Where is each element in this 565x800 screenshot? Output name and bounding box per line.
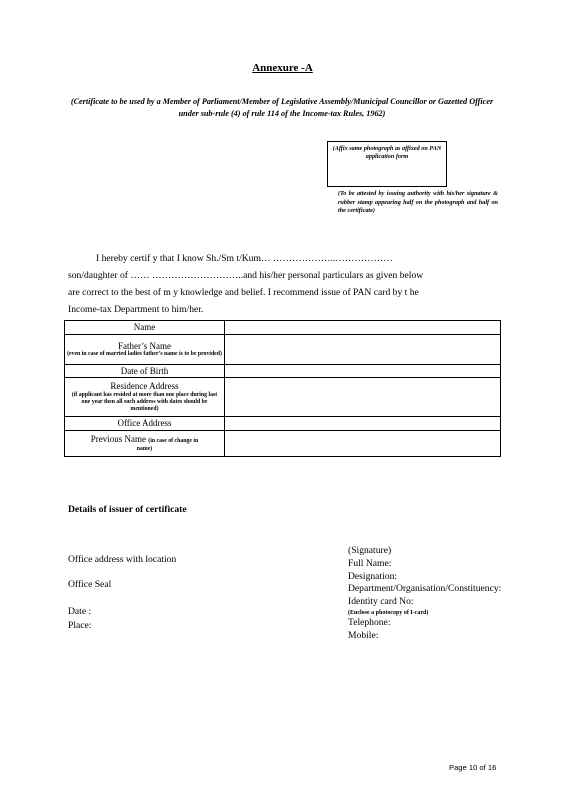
telephone-label: Telephone: <box>348 616 391 628</box>
paragraph-line-3: are correct to the best of m y knowledge and belief. I recommend issue of PAN card by t he <box>68 287 419 298</box>
office-seal-label: Office Seal <box>68 579 112 590</box>
place-label: Place: <box>68 620 92 631</box>
date-label: Date : <box>68 606 92 617</box>
row-value-office[interactable] <box>225 417 501 431</box>
department-label: Department/Organisation/Constituency: <box>348 583 502 595</box>
residence-address-label: Residence Address <box>110 381 179 392</box>
full-name-label: Full Name: <box>348 557 392 569</box>
row-value-father[interactable] <box>225 335 501 365</box>
table-row <box>65 378 501 417</box>
previous-name-note-inline: (in case of change in <box>148 437 199 444</box>
paragraph-line-4: Income-tax Department to him/her. <box>68 304 204 315</box>
row-label-name: Name <box>65 321 225 335</box>
table-row <box>65 365 501 378</box>
father-name-note: (even in case of married ladies father’s name is to be provided) <box>67 351 222 358</box>
row-value-residence[interactable] <box>225 378 501 417</box>
row-label-residence <box>65 378 225 417</box>
row-value-name[interactable] <box>225 321 501 335</box>
residence-address-note: (if applicant has resided at more than one place during last one year then all such address with dates should be mentioned) <box>71 391 218 412</box>
paragraph-line-2: son/daughter of …… ………………………..and his/her personal particulars as given below <box>68 270 424 281</box>
office-address-label: Office address with location <box>68 554 177 565</box>
table-row <box>65 417 501 431</box>
attestation-note: (To be attested by issuing authority with his/her signature & rubber stamp appearing half on the photograph and half on the certificate) <box>338 190 498 214</box>
designation-label: Designation: <box>348 570 398 582</box>
personal-particulars-table <box>64 320 501 457</box>
issuer-heading: Details of issuer of certificate <box>68 504 187 515</box>
signature-label: (Signature) <box>348 545 392 556</box>
previous-name-note: name) <box>136 446 153 453</box>
row-label-office: Office Address <box>65 417 225 431</box>
row-value-dob[interactable] <box>225 365 501 378</box>
enclose-icard-note: (Enclose a photocopy of I-card) <box>348 609 429 616</box>
mobile-label: Mobile: <box>348 629 379 641</box>
certificate-subtitle: (Certificate to be used by a Member of Parliament/Member of Legislative Assembly/Municipal Councillor or Gazetted Officer under sub-rule (4) of rule 114 of the Income-tax Rules, 1962) <box>70 97 494 118</box>
photograph-box-text: (Affix same photograph as affixed on PAN application form <box>332 145 442 160</box>
paragraph-line-1: I hereby certif y that I know Sh./Sm t/Kum… ………………..……………… <box>96 253 393 264</box>
photograph-box <box>327 141 447 187</box>
table-row <box>65 321 501 335</box>
row-label-previous-name <box>65 431 225 457</box>
page-number: Page 10 of 16 <box>449 763 497 772</box>
row-label-father <box>65 335 225 365</box>
row-value-previous-name[interactable] <box>225 431 501 457</box>
row-label-dob: Date of Birth <box>65 365 225 378</box>
certification-paragraph <box>68 250 500 318</box>
annexure-title: Annexure -A <box>252 62 313 74</box>
previous-name-label: Previous Name <box>90 433 147 444</box>
identity-card-label: Identity card No: <box>348 596 414 608</box>
father-name-label: Father’s Name <box>117 340 172 351</box>
table-row <box>65 335 501 365</box>
issuer-right-column <box>348 545 501 643</box>
table-row <box>65 431 501 457</box>
